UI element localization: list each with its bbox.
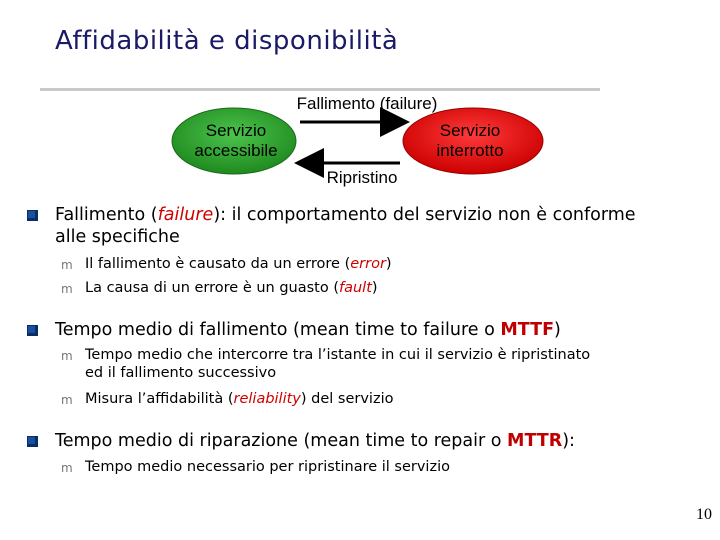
- bullet-3-sub-1: Tempo medio necessario per ripristinare il servizio: [85, 459, 450, 475]
- bullet-3-text: [55, 430, 695, 452]
- bullet-1-part-c: ): il comportamento del servizio non è conforme: [213, 205, 636, 225]
- bullet-2-sub-2: [85, 390, 393, 408]
- bullet-3-part-c: ):: [562, 431, 575, 451]
- bullet-2-part-a: Tempo medio di fallimento (mean time to failure o: [55, 320, 501, 340]
- state-interrupted-label: [414, 121, 526, 161]
- bullet-1-line2: alle specifiche: [55, 227, 180, 247]
- bullet-2-sub-1: [85, 346, 705, 382]
- sub-bullet-icon: m: [61, 349, 73, 363]
- slide-title: Affidabilità e disponibilità: [55, 26, 399, 56]
- bullet-2-part-c: ): [554, 320, 561, 340]
- sub-text: Misura l’affidabilità (: [85, 391, 234, 407]
- sub-bullet-icon: m: [61, 393, 73, 407]
- term-fault: fault: [339, 280, 372, 296]
- bullet-3-part-a: Tempo medio di riparazione (mean time to repair o: [55, 431, 508, 451]
- sub-text-end: ) del servizio: [300, 391, 394, 407]
- bullet-1-text: [55, 204, 695, 248]
- sub-text-end: ): [385, 256, 392, 272]
- term-reliability: reliability: [233, 391, 301, 407]
- sub-bullet-icon: m: [61, 258, 73, 272]
- sub-text-end: ): [371, 280, 378, 296]
- bullet-1-part-a: Fallimento (: [55, 205, 158, 225]
- bullet-2-text: [55, 319, 695, 341]
- term-error: error: [350, 256, 386, 272]
- restore-arrow-label: Ripristino: [326, 168, 398, 187]
- state-accessible-label: [180, 121, 292, 161]
- state-interrupted-line1: Servizio: [439, 121, 501, 140]
- page-number: 10: [696, 506, 712, 523]
- sub-line1: Tempo medio che intercorre tra l’istante in cui il servizio è ripristinato: [85, 347, 591, 363]
- bullet-square-icon: [27, 436, 38, 447]
- state-accessible-line2: accessibile: [194, 141, 278, 160]
- bullet-1-term-failure: failure: [157, 205, 214, 225]
- sub-bullet-icon: m: [61, 461, 73, 475]
- sub-bullet-icon: m: [61, 282, 73, 296]
- bullet-square-icon: [27, 325, 38, 336]
- state-interrupted-line2: interrotto: [436, 141, 504, 160]
- bullet-3-term-mttr: MTTR: [507, 431, 563, 451]
- sub-text: Il fallimento è causato da un errore (: [85, 256, 351, 272]
- sub-line2: ed il fallimento successivo: [85, 365, 277, 381]
- bullet-1-sub-1: [85, 255, 392, 273]
- sub-text: La causa di un errore è un guasto (: [85, 280, 339, 296]
- failure-arrow-label: Fallimento (failure): [296, 94, 438, 113]
- bullet-1-sub-2: [85, 279, 378, 297]
- bullet-square-icon: [27, 210, 38, 221]
- state-accessible-line1: Servizio: [205, 121, 267, 140]
- bullet-2-term-mttf: MTTF: [500, 320, 555, 340]
